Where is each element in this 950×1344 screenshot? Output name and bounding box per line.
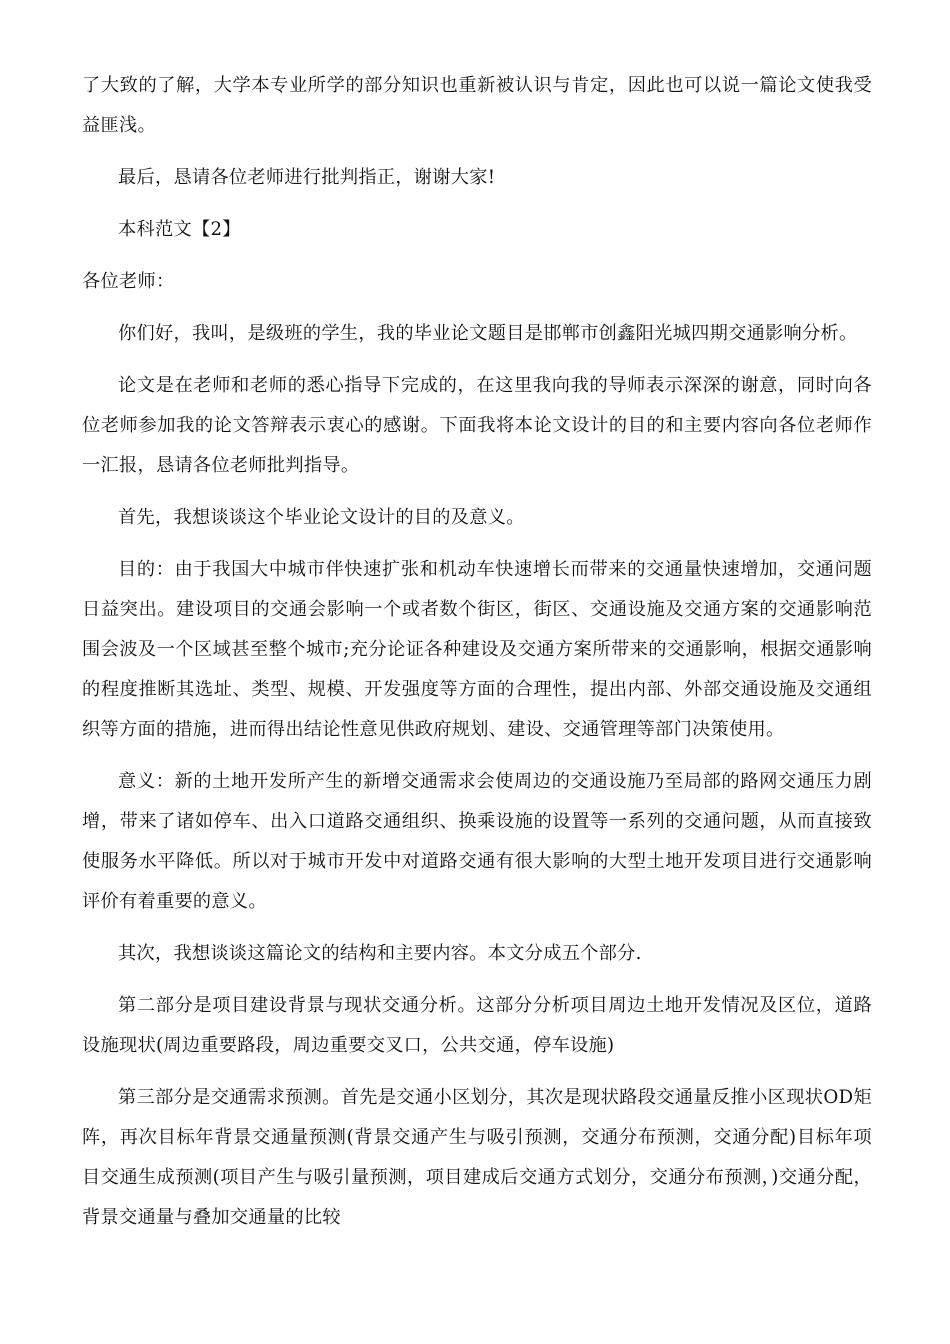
- paragraph-part-two: 第二部分是项目建设背景与现状交通分析。这部分分析项目周边土地开发情况及区位，道路设施现状(周边重要路段，周边重要交叉口，公共交通，停车设施): [82, 995, 872, 1056]
- section-heading: 本科范文【2】: [118, 219, 241, 240]
- paragraph-intro: 你们好，我叫，是级班的学生，我的毕业论文题目是邯郸市创鑫阳光城四期交通影响分析。: [118, 323, 858, 344]
- paragraph-purpose-intro: 首先，我想谈谈这个毕业论文设计的目的及意义。: [118, 507, 525, 528]
- paragraph-part-three: 第三部分是交通需求预测。首先是交通小区划分，其次是现状路段交通量反推小区现状OD矩阵，再次目标年背景交通量预测(背景交通产生与吸引预测，交通分布预测，交通分配)目标年项目交通生成预测(项目产生与吸引量预测，项目建成后交通方式划分，交通分布预测，)交通分配，背景交通量与叠加交通量的比较: [82, 1087, 872, 1228]
- paragraph-closing: 最后，恳请各位老师进行批判指正，谢谢大家!: [118, 167, 496, 188]
- salutation: 各位老师：: [82, 271, 175, 292]
- paragraph-significance: 意义：新的土地开发所产生的新增交通需求会使周边的交通设施乃至局部的路网交通压力剧增，带来了诸如停车、出入口道路交通组织、换乘设施的设置等一系列的交通问题，从而直接致使服务水平降低。所以对于城市开发中对道路交通有很大影响的大型土地开发项目进行交通影响评价有着重要的意义。: [82, 771, 872, 912]
- paragraph-structure: 其次，我想谈谈这篇论文的结构和主要内容。本文分成五个部分.: [118, 943, 642, 964]
- paragraph-continuation: 了大致的了解，大学本专业所学的部分知识也重新被认识与肯定，因此也可以说一篇论文使我受益匪浅。: [82, 75, 872, 136]
- document-body: [82, 66, 872, 1250]
- paragraph-thanks: 论文是在老师和老师的悉心指导下完成的，在这里我向我的导师表示深深的谢意，同时向各位老师参加我的论文答辩表示衷心的感谢。下面我将本论文设计的目的和主要内容向各位老师作一汇报，恳请各位老师批判指导。: [82, 375, 872, 476]
- paragraph-purpose: 目的：由于我国大中城市伴快速扩张和机动车快速增长而带来的交通量快速增加，交通问题日益突出。建设项目的交通会影响一个或者数个街区，街区、交通设施及交通方案的交通影响范围会波及一个区域甚至整个城市;充分论证各种建设及交通方案所带来的交通影响，根据交通影响的程度推断其选址、类型、规模、开发强度等方面的合理性，提出内部、外部交通设施及交通组织等方面的措施，进而得出结论性意见供政府规划、建设、交通管理等部门决策使用。: [82, 559, 872, 740]
